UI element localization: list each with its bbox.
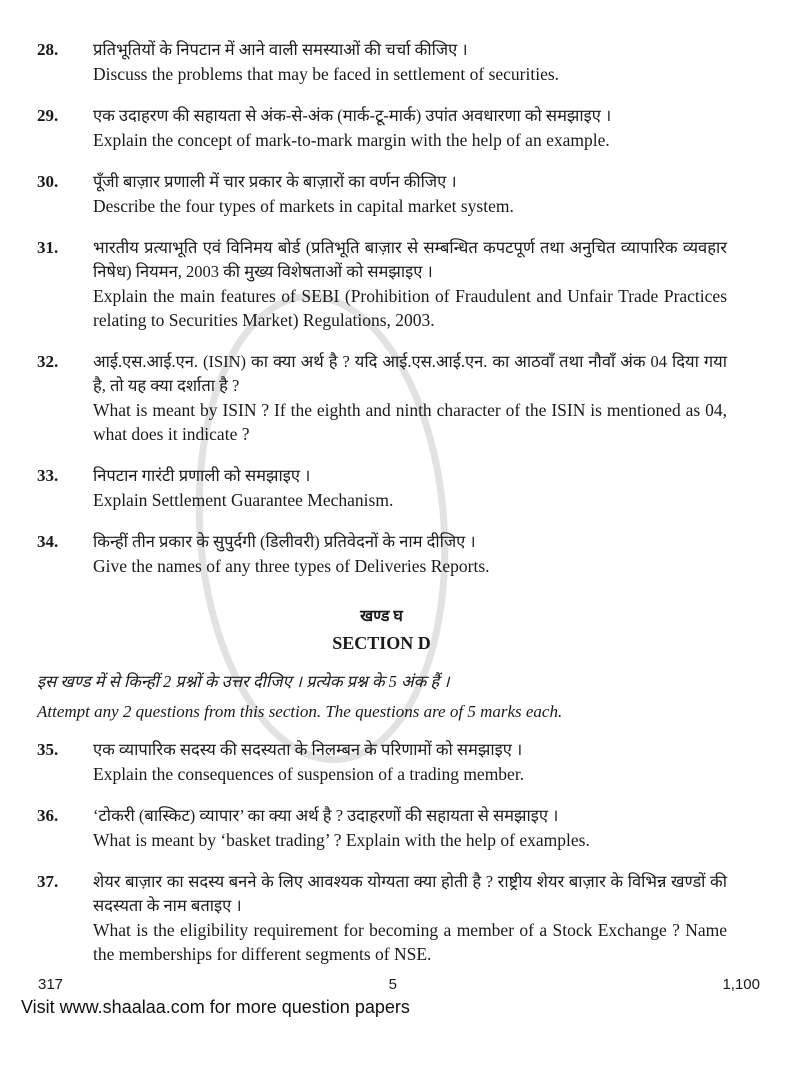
page-footer xyxy=(0,966,800,994)
question-english: What is the eligibility requirement for becoming a member of a Stock Exchange ? Name the memberships for different segments of NSE. xyxy=(93,920,727,964)
question-number: 31. xyxy=(37,238,59,257)
question-english: Describe the four types of markets in capital market system. xyxy=(93,196,514,216)
question-english: Explain Settlement Guarantee Mechanism. xyxy=(93,490,394,510)
question-english: What is meant by ISIN ? If the eighth and ninth character of the ISIN is mentioned as 04, what does it indicate ? xyxy=(93,400,727,444)
question-hindi: भारतीय प्रत्याभूति एवं विनिमय बोर्ड (प्रतिभूति बाज़ार से सम्बन्धित कपटपूर्ण तथा अनुचित व्यापारिक व्यवहार निषेध) नियमन, 2003 की मुख्य विशेषताओं को समझाइए । xyxy=(93,238,727,281)
question-english: Give the names of any three types of Deliveries Reports. xyxy=(93,556,490,576)
question-37 xyxy=(37,870,737,966)
paper-code: 317 xyxy=(38,976,64,993)
instruction-hindi: इस खण्ड में से किन्हीं 2 प्रश्नों के उत्तर दीजिए । प्रत्येक प्रश्न के 5 अंक हैं । xyxy=(37,672,450,691)
question-number: 32. xyxy=(37,352,59,371)
question-english: Explain the main features of SEBI (Prohibition of Fraudulent and Unfair Trade Practices relating to Securities Market) Regulations, 2003. xyxy=(93,286,727,330)
question-32 xyxy=(37,350,737,446)
print-count: 1,100 xyxy=(722,976,760,993)
question-english: What is meant by ‘basket trading’ ? Explain with the help of examples. xyxy=(93,830,590,850)
question-hindi: एक उदाहरण की सहायता से अंक-से-अंक (मार्क-टू-मार्क) उपांत अवधारणा को समझाइए । xyxy=(93,106,612,125)
question-hindi: आई.एस.आई.एन. (ISIN) का क्या अर्थ है ? यदि आई.एस.आई.एन. का आठवाँ तथा नौवाँ अंक 04 दिया गया है, तो यह क्या दर्शाता है ? xyxy=(93,352,727,395)
question-number: 30. xyxy=(37,172,59,191)
question-number: 36. xyxy=(37,806,59,825)
question-33 xyxy=(37,464,737,512)
question-hindi: निपटान गारंटी प्रणाली को समझाइए । xyxy=(93,466,311,485)
question-30 xyxy=(37,170,737,218)
question-34 xyxy=(37,530,737,578)
question-35 xyxy=(37,738,737,786)
question-number: 34. xyxy=(37,532,59,551)
page-number: 5 xyxy=(388,976,397,993)
question-number: 37. xyxy=(37,872,59,891)
section-title: SECTION D xyxy=(332,633,431,653)
question-number: 29. xyxy=(37,106,59,125)
question-english: Explain the consequences of suspension of a trading member. xyxy=(93,764,525,784)
question-29 xyxy=(37,104,737,152)
question-36 xyxy=(37,804,737,852)
question-31 xyxy=(37,236,737,332)
question-hindi: ‘टोकरी (बास्किट) व्यापार’ का क्या अर्थ है ? उदाहरणों की सहायता से समझाइए । xyxy=(93,806,559,825)
question-english: Explain the concept of mark-to-mark margin with the help of an example. xyxy=(93,130,610,150)
section-hindi-title: खण्ड घ xyxy=(360,608,403,625)
question-english: Discuss the problems that may be faced in settlement of securities. xyxy=(93,64,560,84)
question-hindi: पूँजी बाज़ार प्रणाली में चार प्रकार के बाज़ारों का वर्णन कीजिए । xyxy=(93,172,457,191)
instruction-english: Attempt any 2 questions from this section. The questions are of 5 marks each. xyxy=(37,702,563,721)
question-hindi: किन्हीं तीन प्रकार के सुपुर्दगी (डिलीवरी) प्रतिवेदनों के नाम दीजिए । xyxy=(93,532,476,551)
question-28 xyxy=(37,38,737,86)
question-hindi: एक व्यापारिक सदस्य की सदस्यता के निलम्बन के परिणामों को समझाइए । xyxy=(93,740,523,759)
promo-link[interactable]: Visit www.shaalaa.com for more question papers xyxy=(21,997,410,1017)
question-number: 28. xyxy=(37,40,59,59)
question-hindi: प्रतिभूतियों के निपटान में आने वाली समस्याओं की चर्चा कीजिए । xyxy=(93,40,468,59)
question-number: 35. xyxy=(37,740,59,759)
question-number: 33. xyxy=(37,466,59,485)
question-hindi: शेयर बाज़ार का सदस्य बनने के लिए आवश्यक योग्यता क्या होती है ? राष्ट्रीय शेयर बाज़ार के विभिन्न खण्डों की सदस्यता के नाम बताइए । xyxy=(93,872,727,915)
